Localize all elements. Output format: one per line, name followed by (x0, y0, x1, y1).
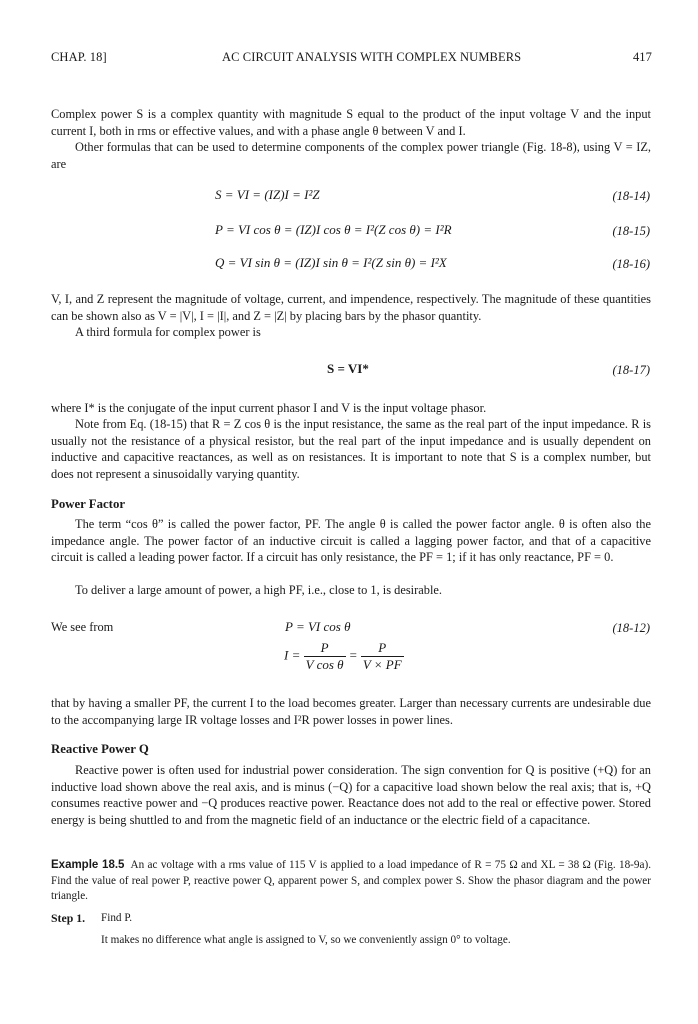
example-block (51, 858, 651, 905)
fraction-p-over-vcos (304, 640, 346, 673)
fraction-lhs: I = (284, 647, 301, 663)
fraction-denominator-2: V × PF (362, 657, 402, 672)
we-see-from-text: We see from (51, 620, 114, 634)
section-heading-power-factor: Power Factor (51, 497, 126, 511)
fraction-denominator-1: V cos θ (305, 657, 344, 672)
power-factor-paragraph-2: To deliver a large amount of power, a high PF, i.e., close to 1, is desirable. (75, 583, 442, 597)
equation-number-18-16: (18-16) (612, 257, 650, 271)
running-title: AC CIRCUIT ANALYSIS WITH COMPLEX NUMBERS (222, 50, 522, 64)
page-number: 417 (632, 50, 652, 64)
power-factor-paragraph-1: The term “cos θ” is called the power factor, PF. The angle θ is called the power factor angle. θ is often also the impedance angle. The power factor of an inductive circuit is called a lagging power factor, and that of a capacitive circuit is called a leading power factor. If a circuit has only resistance, the PF = 1; if it has only reactance, PF = 0. (51, 517, 651, 565)
fraction-equals: = (348, 647, 358, 663)
equation-number-18-17: (18-17) (612, 363, 650, 377)
equation-18-17: S = VI* (327, 361, 369, 376)
body-paragraph-third-formula: A third formula for complex power is (75, 325, 261, 339)
equation-18-16: Q = VI sin θ = (IZ)I sin θ = I²(Z sin θ) = I²X (215, 255, 447, 270)
equation-18-15: P = VI cos θ = (IZ)I cos θ = I²(Z cos θ) = I²R (215, 222, 452, 237)
fraction-numerator-1: P (304, 640, 346, 657)
example-label: Example 18.5 (51, 859, 125, 871)
equation-number-18-12: (18-12) (612, 621, 650, 635)
step-text: Find P. (101, 912, 133, 924)
body-paragraph-conjugate: where I* is the conjugate of the input current phasor I and V is the input voltage phasor. (51, 401, 487, 415)
intro-paragraph-2: Other formulas that can be used to determine components of the complex power triangle (Fig. 18-8), using V = IZ, are (51, 140, 651, 171)
power-factor-paragraph-3: that by having a smaller PF, the current I to the load becomes greater. Larger than necessary currents are undesirable due to the accompanying large IR voltage losses and I²R power losses in power lines. (51, 696, 651, 727)
step-label: Step 1. (51, 911, 86, 925)
equation-number-18-14: (18-14) (612, 189, 650, 203)
body-paragraph-resistance-note: Note from Eq. (18-15) that R = Z cos θ is the input resistance, the same as the real part of the input impedance. R is usually not the resistance of a physical resistor, but the real part of the input impedance and is usually dependent on inductive and capacitive reactances, as well as on resistances. It is important to note that S is a complex number, but does not represent a sinusoidally varying quantity. (51, 417, 651, 481)
example-text: An ac voltage with a rms value of 115 V is applied to a load impedance of R = 75 Ω and XL = 38 Ω (Fig. 18-9a). Find the value of real power P, reactive power Q, apparent power S, and complex power S. Show the phasor diagram and the power triangle. (51, 859, 651, 903)
fraction-numerator-2: P (361, 640, 404, 657)
equation-18-14: S = VI = (IZ)I = I²Z (215, 187, 320, 202)
chapter-label: CHAP. 18] (51, 50, 107, 64)
fraction-p-over-vpf (361, 640, 404, 673)
equation-number-18-15: (18-15) (612, 224, 650, 238)
intro-paragraph-1: Complex power S is a complex quantity with magnitude S equal to the product of the input voltage V and the input current I, both in rms or effective values, and with a phase angle θ between V and I. (51, 107, 651, 138)
body-paragraph-magnitudes: V, I, and Z represent the magnitude of voltage, current, and impendence, respectively. The magnitude of these quantities can be shown also as V = |V|, I = |I|, and Z = |Z| by placing bars by the phasor quantity. (51, 292, 651, 323)
section-heading-reactive-power: Reactive Power Q (51, 742, 149, 756)
reactive-power-paragraph: Reactive power is often used for industrial power consideration. The sign convention for Q is positive (+Q) for an inductive load shown above the real axis, and is minus (−Q) for a capacitive load shown below the real axis; that is, +Q consumes reactive power and −Q produces reactive power. Reactance does not add to the real or effective power. Stored energy is being shuttled to and from the magnetic field of an inductance or the electric field of a capacitance. (51, 763, 651, 827)
step-detail: It makes no difference what angle is assigned to V, so we conveniently assign 0° to voltage. (101, 934, 511, 946)
equation-18-12-power: P = VI cos θ (285, 619, 351, 634)
equation-current-fractions (284, 640, 404, 673)
